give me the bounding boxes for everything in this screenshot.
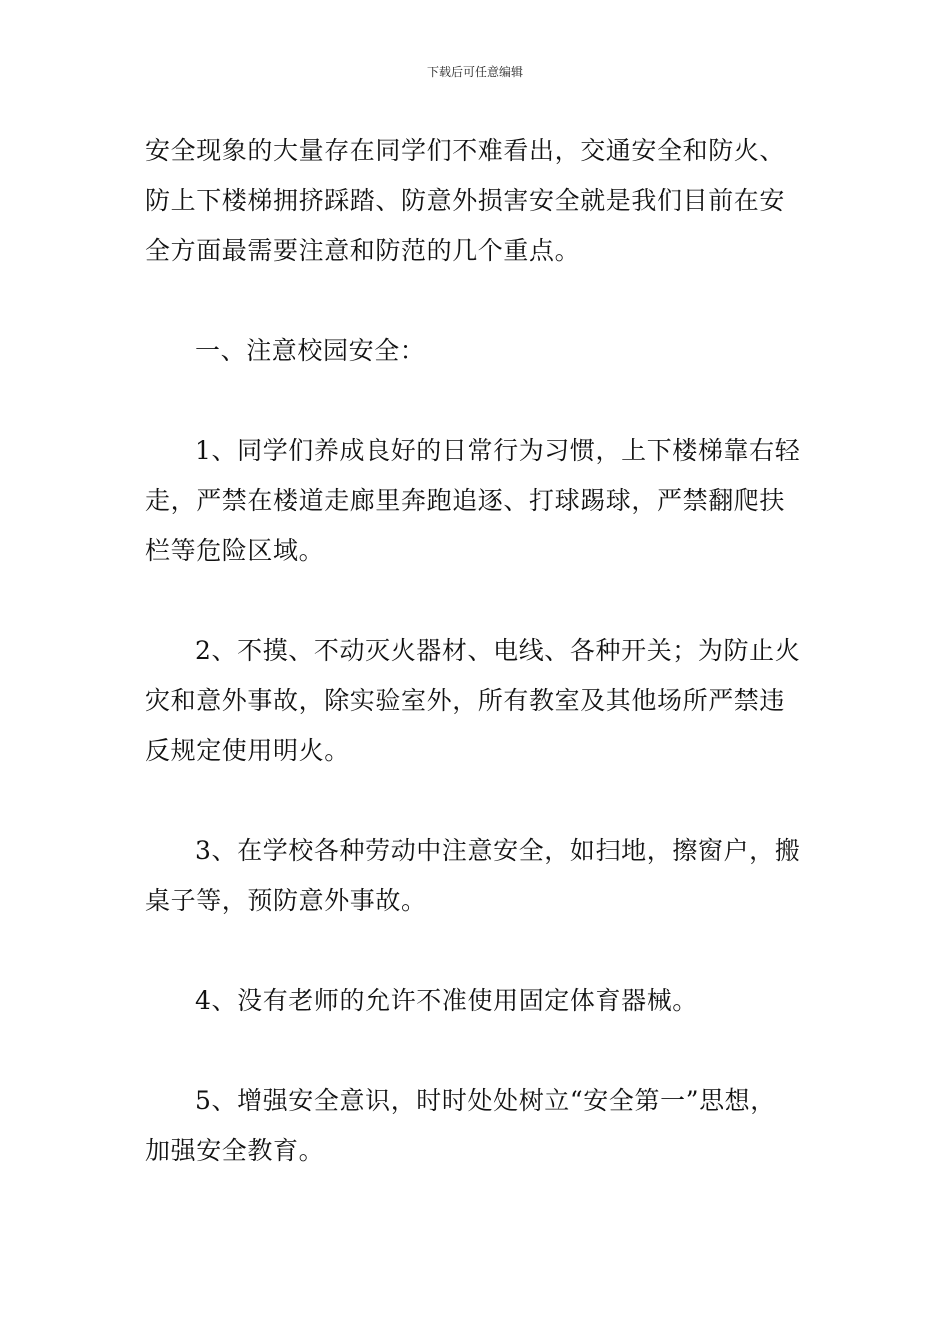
page-header: 下载后可任意编辑 xyxy=(426,65,523,79)
paragraph-line: 栏等危险区域。 xyxy=(145,536,325,565)
paragraph-line: 2、不摸、不动灭火器材、电线、各种开关；为防止火 xyxy=(195,636,801,665)
list-item-4 xyxy=(145,976,810,1026)
section-heading xyxy=(145,326,810,376)
paragraph-intro xyxy=(145,126,810,276)
paragraph-line: 1、同学们养成良好的日常行为习惯，上下楼梯靠右轻 xyxy=(195,436,801,465)
paragraph-line: 灾和意外事故，除实验室外，所有教室及其他场所严禁违 xyxy=(145,686,786,715)
paragraph-line: 4、没有老师的允许不准使用固定体育器械。 xyxy=(195,986,698,1015)
list-item-1 xyxy=(145,426,810,576)
paragraph-line: 全方面最需要注意和防范的几个重点。 xyxy=(145,236,581,265)
paragraph-line: 5、增强安全意识，时时处处树立“安全第一”思想， xyxy=(195,1086,776,1115)
paragraph-line: 防上下楼梯拥挤踩踏、防意外损害安全就是我们目前在安 xyxy=(145,186,786,215)
paragraph-line: 加强安全教育。 xyxy=(145,1136,325,1165)
list-item-3 xyxy=(145,826,810,926)
paragraph-line: 3、在学校各种劳动中注意安全，如扫地，擦窗户，搬 xyxy=(195,836,801,865)
document-body xyxy=(145,126,810,1176)
paragraph-line: 反规定使用明火。 xyxy=(145,736,350,765)
paragraph-line: 一、注意校园安全： xyxy=(195,336,426,365)
list-item-2 xyxy=(145,626,810,776)
paragraph-line: 桌子等，预防意外事故。 xyxy=(145,886,427,915)
paragraph-line: 安全现象的大量存在同学们不难看出，交通安全和防火、 xyxy=(145,136,786,165)
paragraph-line: 走，严禁在楼道走廊里奔跑追逐、打球踢球，严禁翻爬扶 xyxy=(145,486,786,515)
list-item-5 xyxy=(145,1076,810,1176)
